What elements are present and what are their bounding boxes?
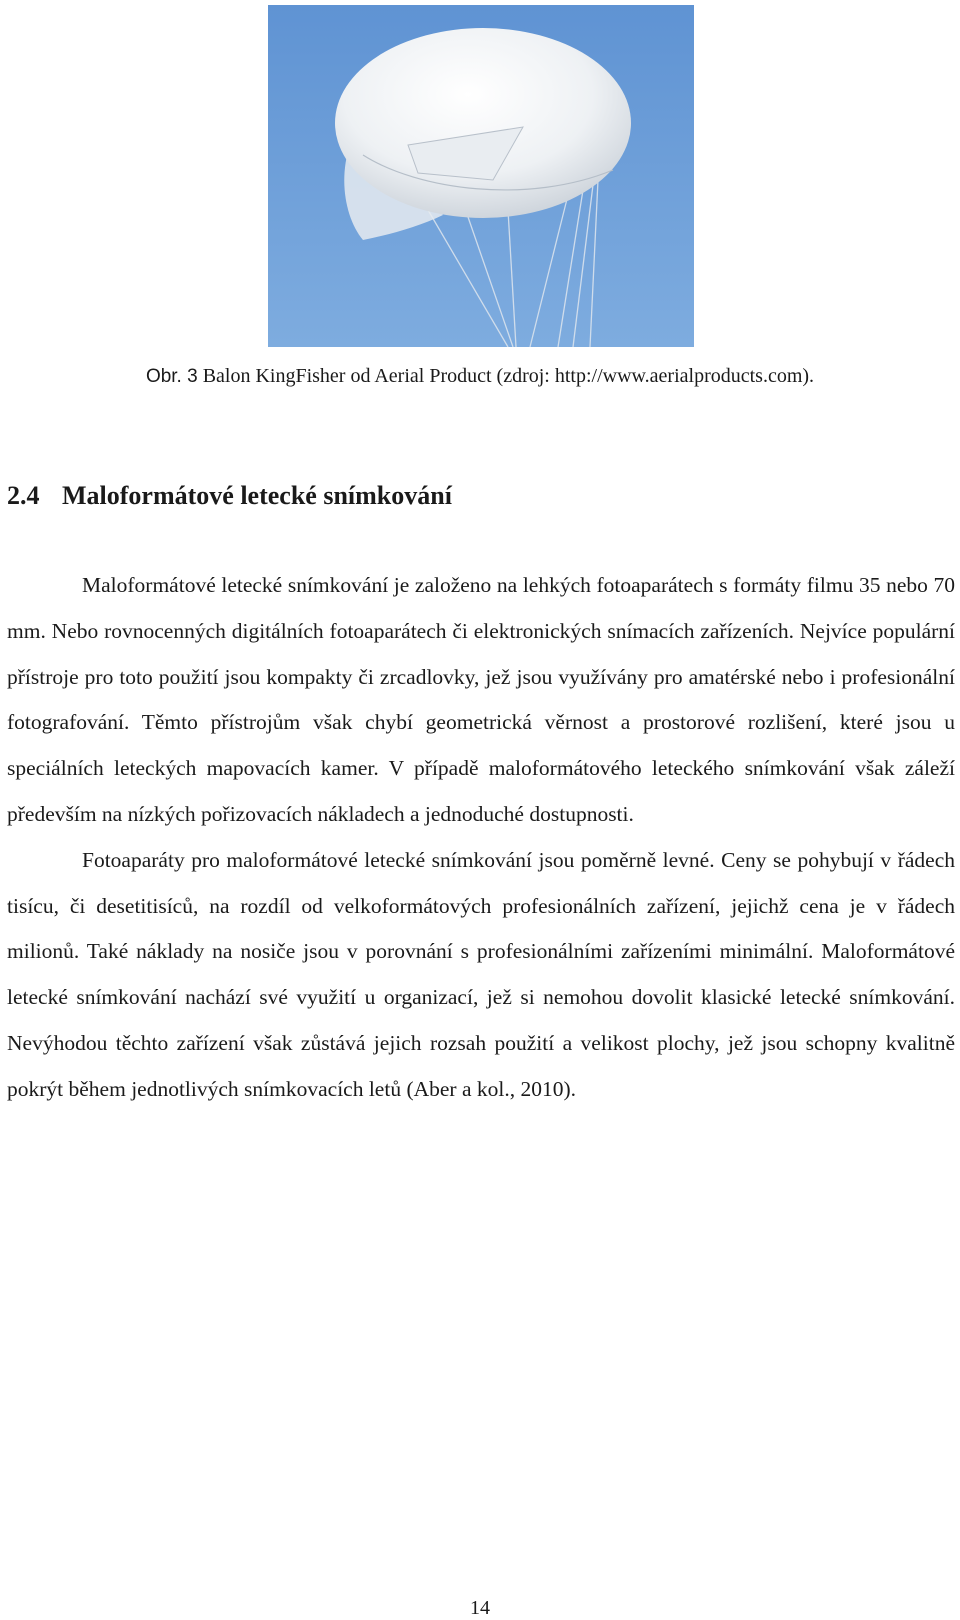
paragraph: Maloformátové letecké snímkování je založeno na lehkých fotoaparátech s formáty filmu 35 nebo 70 mm. Nebo rovnocenných digitálních fotoaparátech či elektronických snímacích zařízeních. Nejvíce populární přístroje pro toto použití jsou kompakty či zrcadlovky, jež jsou využívány pro amatérské nebo i profesionální fotografování. Těmto přístrojům však chybí geometrická věrnost a prostorové rozlišení, které jsou u speciálních leteckých mapovacích kamer. V případě maloformátového leteckého snímkování však záleží především na nízkých pořizovacích nákladech a jednoduché dostupnosti. bbox=[7, 573, 955, 826]
section-heading bbox=[7, 480, 452, 512]
body-text bbox=[7, 563, 955, 1113]
balloon-figure bbox=[268, 5, 694, 347]
page-number: 14 bbox=[470, 1597, 490, 1619]
caption-prefix: Obr. 3 bbox=[145, 366, 198, 387]
paragraph: Fotoaparáty pro maloformátové letecké snímkování jsou poměrně levné. Ceny se pohybují v řádech tisícu, či desetitisíců, na rozdíl od velkoformátových profesionálních zařízení, jejichž cena je v řádech milionů. Také náklady na nosiče jsou v porovnání s profesionálními zařízeními minimální. Maloformátové letecké snímkování nachází své využití u organizací, jež si nemohou dovolit klasické letecké snímkování. Nevýhodou těchto zařízení však zůstává jejich rozsah použití a velikost plochy, jež jsou schopny kvalitně pokrýt během jednotlivých snímkovacích letů (Aber a kol., 2010). bbox=[7, 847, 955, 1101]
figure-caption bbox=[0, 364, 960, 389]
section-number: 2.4 bbox=[7, 481, 40, 510]
section-title: Maloformátové letecké snímkování bbox=[62, 481, 452, 510]
balloon-photo-icon bbox=[268, 5, 694, 347]
caption-text: Balon KingFisher od Aerial Product (zdroj: http://www.aerialproducts.com). bbox=[202, 365, 815, 387]
